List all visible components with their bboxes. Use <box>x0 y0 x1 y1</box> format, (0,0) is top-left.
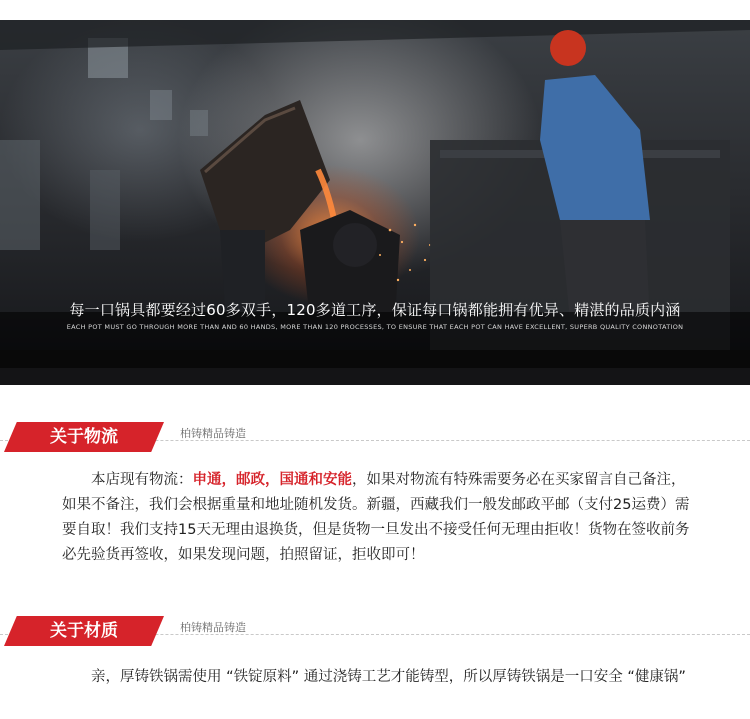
material-text: 亲，厚铸铁锅需使用 “铁锭原料” 通过浇铸工艺才能铸型，所以厚铸铁锅是一口安全 “健康锅” <box>91 669 686 685</box>
logistics-text-details: ，如果对物流有特殊需要务必在买家留言自己备注，如果不备注，我们会根据重量和地址随机发货。新疆，西藏我们一般发邮政平邮（支付25运费）需要自取！我们支持15天无理由退换货，但是货物一旦发出不接受任何无理由拒收！货物在签收前务必先验货再签收，如果发现问题，拍照留证，拒收即可！ <box>62 472 690 563</box>
logistics-section-header <box>0 420 750 456</box>
section-title: 关于物流 <box>50 427 118 447</box>
caption-band <box>0 312 750 368</box>
material-section-header <box>0 614 750 650</box>
carrier-list: 申通，邮政，国通和安能 <box>192 472 352 488</box>
logistics-text <box>62 468 698 568</box>
hero-caption-english: EACH POT MUST GO THROUGH MORE THAN AND 60 HANDS, MORE THAN 120 PROCESSES, TO ENSURE THAT EACH POT CAN HAVE EXCELLENT, SUPERB QUALITY CONNOTATION <box>66 323 684 331</box>
hero-banner <box>0 20 750 385</box>
section-title: 关于材质 <box>50 621 118 641</box>
brand-tag: 柏铸精品铸造 <box>180 427 246 440</box>
hero-caption: 每一口锅具都要经过60多双手，120多道工序，保证每口锅都能拥有优异、精湛的品质内涵 <box>69 301 681 319</box>
brand-tag: 柏铸精品铸造 <box>180 621 246 634</box>
logistics-text-intro: 本店现有物流： <box>91 472 193 488</box>
